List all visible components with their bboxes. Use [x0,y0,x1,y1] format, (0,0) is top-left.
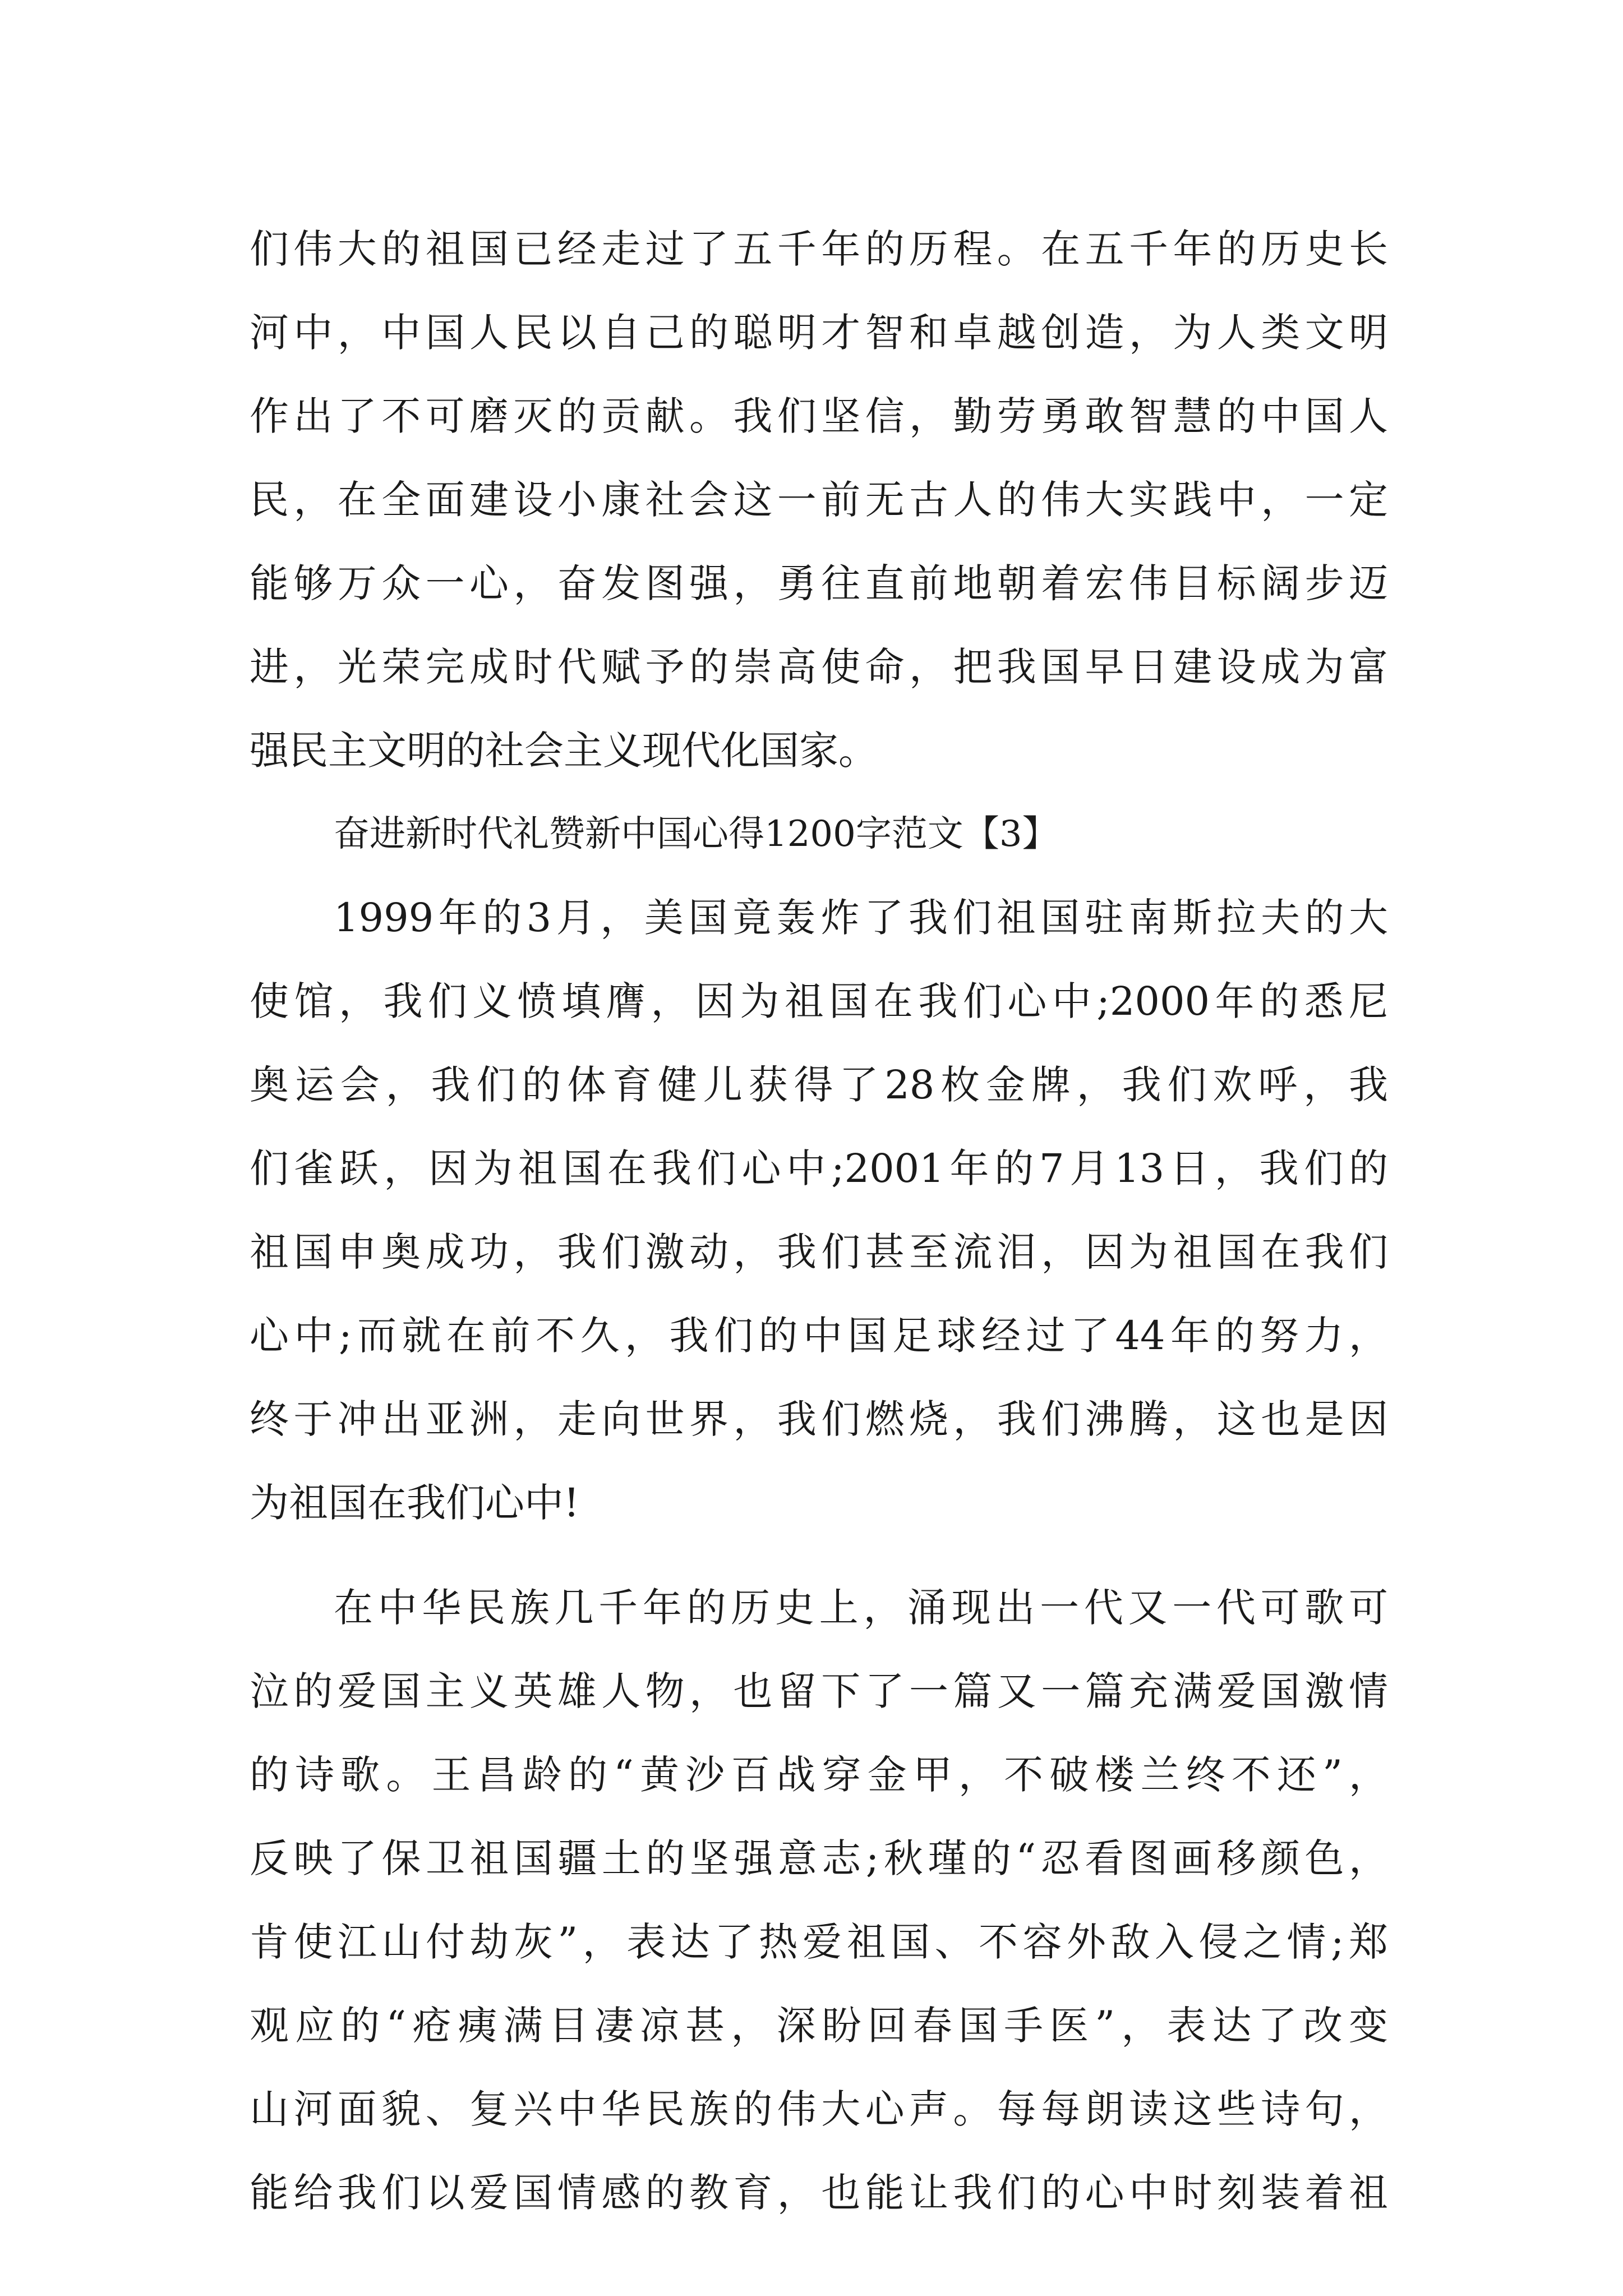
text-line: 肯使江山付劫灰”，表达了热爱祖国、不容外敌入侵之情;郑 [250,1919,1388,1965]
text-line: 强民主文明的社会主义现代化国家。 [250,728,878,774]
section-heading [250,793,1388,876]
text-line: 们雀跃，因为祖国在我们心中;2001年的7月13日，我们的 [250,1145,1388,1191]
text-line: 的诗歌。王昌龄的“黄沙百战穿金甲，不破楼兰终不还”， [250,1752,1388,1798]
text-line: 能够万众一心，奋发图强，勇往直前地朝着宏伟目标阔步迈 [250,560,1388,606]
text-line: 在中华民族几千年的历史上，涌现出一代又一代可歌可 [334,1585,1388,1631]
paragraph-2 [250,876,1388,1545]
text-line: 能给我们以爱国情感的教育，也能让我们的心中时刻装着祖 [250,2170,1388,2216]
text-line: 河中，中国人民以自己的聪明才智和卓越创造，为人类文明 [250,310,1388,356]
paragraph-1 [250,208,1388,793]
text-line: 终于冲出亚洲，走向世界，我们燃烧，我们沸腾，这也是因 [250,1396,1388,1442]
paragraph-3 [250,1566,1388,2235]
text-line: 反映了保卫祖国疆土的坚强意志;秋瑾的“忍看图画移颜色， [250,1835,1388,1881]
text-line: 使馆，我们义愤填膺，因为祖国在我们心中;2000年的悉尼 [250,978,1388,1024]
heading-text: 奋进新时代礼赞新中国心得1200字范文【3】 [334,813,1058,855]
text-line: 心中;而就在前不久，我们的中国足球经过了44年的努力， [250,1313,1388,1359]
text-line: 为祖国在我们心中! [250,1480,580,1526]
text-line: 进，光荣完成时代赋予的崇高使命，把我国早日建设成为富 [250,644,1388,690]
paragraph-spacer [250,1545,1388,1566]
text-line: 观应的“疮痍满目凄凉甚，深盼回春国手医”，表达了改变 [250,2003,1388,2049]
text-line: 祖国申奥成功，我们激动，我们甚至流泪，因为祖国在我们 [250,1229,1388,1275]
text-line: 泣的爱国主义英雄人物，也留下了一篇又一篇充满爱国激情 [250,1668,1388,1714]
text-line: 1999年的3月，美国竟轰炸了我们祖国驻南斯拉夫的大 [334,895,1388,941]
text-line: 们伟大的祖国已经走过了五千年的历程。在五千年的历史长 [250,226,1388,272]
text-line: 奥运会，我们的体育健儿获得了28枚金牌，我们欢呼，我 [250,1062,1388,1108]
document-body [250,208,1388,2235]
text-line: 山河面貌、复兴中华民族的伟大心声。每每朗读这些诗句， [250,2086,1388,2132]
text-line: 作出了不可磨灭的贡献。我们坚信，勤劳勇敢智慧的中国人 [250,393,1388,439]
text-line: 民，在全面建设小康社会这一前无古人的伟大实践中，一定 [250,477,1388,523]
